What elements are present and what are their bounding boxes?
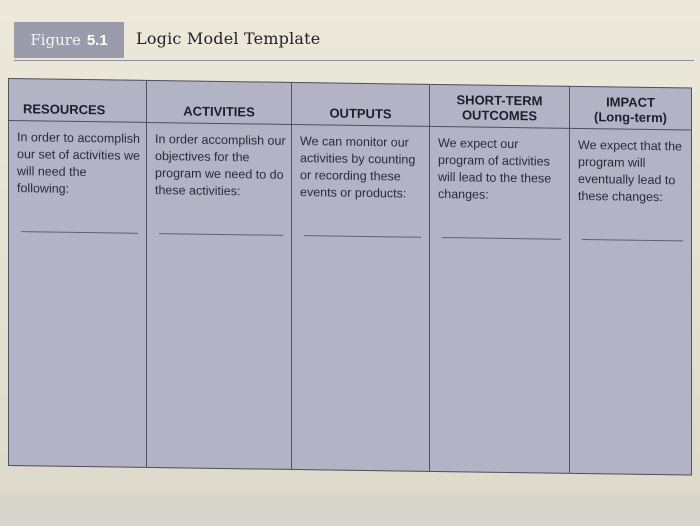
figure-title: Logic Model Template [136,29,321,48]
heading-line-1: RESOURCES [23,101,106,118]
fill-in-line [159,233,283,236]
column-prompt-text: We expect our program of activities will lead to the these changes: [438,136,552,202]
column-heading [292,83,429,127]
column-activities [147,81,292,469]
heading-line-1: SHORT-TERM [456,92,543,109]
fill-in-line [442,237,561,240]
column-resources [9,79,147,467]
column-impact [570,87,691,475]
fill-in-line [582,239,683,241]
fill-in-line [21,231,138,234]
column-heading [147,81,291,125]
heading-line-2: OUTCOMES [461,107,538,124]
column-prompt-text: In order to accomplish our set of activities we will need the following: [17,130,140,196]
fill-in-line [304,235,421,238]
heading-line-2: (Long-term) [594,109,667,126]
figure-label-number: 5.1 [86,31,108,49]
column-heading [9,79,146,123]
column-heading [430,85,569,129]
heading-line-1: IMPACT [606,94,655,111]
column-heading [570,87,691,131]
page-bottom-edge [0,495,700,526]
column-short-term-outcomes [430,85,570,473]
figure-header [14,22,674,58]
header-rule [14,60,694,61]
column-prompt-text: In order accomplish our objectives for the program we need to do these activities: [155,132,286,199]
column-outputs [292,83,430,471]
logic-model-table [8,78,692,476]
column-prompt-text: We expect that the program will eventually lead to these changes: [578,137,682,205]
figure-label-word: Figure [30,31,81,49]
heading-line-1: ACTIVITIES [183,103,255,120]
figure-label [14,22,124,58]
column-prompt-text: We can monitor our activities by counting or recording these events or products: [300,134,416,201]
heading-line-1: OUTPUTS [329,105,392,122]
